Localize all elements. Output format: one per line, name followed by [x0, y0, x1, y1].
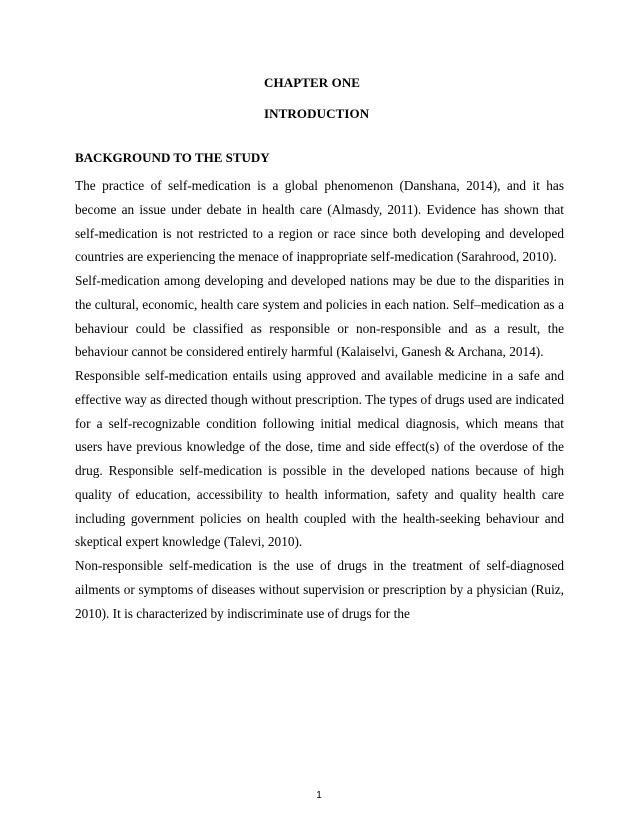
paragraph-2: Self-medication among developing and developed nations may be due to the disparities in the cultural, economic, health care system and policies in each nation. Self–medication as a behaviour could be classified as responsible or non-responsible and as a result, the behaviour cannot be considered entirely harmful (Kalaiselvi, Ganesh & Archana, 2014). [75, 273, 564, 360]
section-title: BACKGROUND TO THE STUDY [75, 150, 270, 165]
body-text [75, 174, 564, 625]
chapter-title: CHAPTER ONE [264, 75, 361, 90]
chapter-subtitle: INTRODUCTION [264, 106, 370, 121]
paragraph-3: Responsible self-medication entails using approved and available medicine in a safe and effective way as directed though without prescription. The types of drugs used are indicated for a self-recognizable condition following initial medical diagnosis, which means that users have previous knowledge of the dose, time and side effect(s) of the overdose of the drug. Responsible self-medication is possible in the developed nations because of high quality of education, accessibility to health information, safety and quality health care including government policies on health coupled with the health-seeking behaviour and skeptical expert knowledge (Talevi, 2010). [75, 368, 564, 550]
paragraph-4: Non-responsible self-medication is the use of drugs in the treatment of self-diagnosed ailments or symptoms of diseases without supervision or prescription by a physician (Ruiz, 2010). It is characterized by indiscriminate use of drugs for the [75, 558, 564, 621]
page-number: 1 [316, 790, 322, 801]
paragraph-1: The practice of self-medication is a global phenomenon (Danshana, 2014), and it has become an issue under debate in health care (Almasdy, 2011). Evidence has shown that self-medication is not restricted to a region or race since both developing and developed countries are experiencing the menace of inappropriate self-medication (Sarahrood, 2010). [75, 178, 564, 265]
